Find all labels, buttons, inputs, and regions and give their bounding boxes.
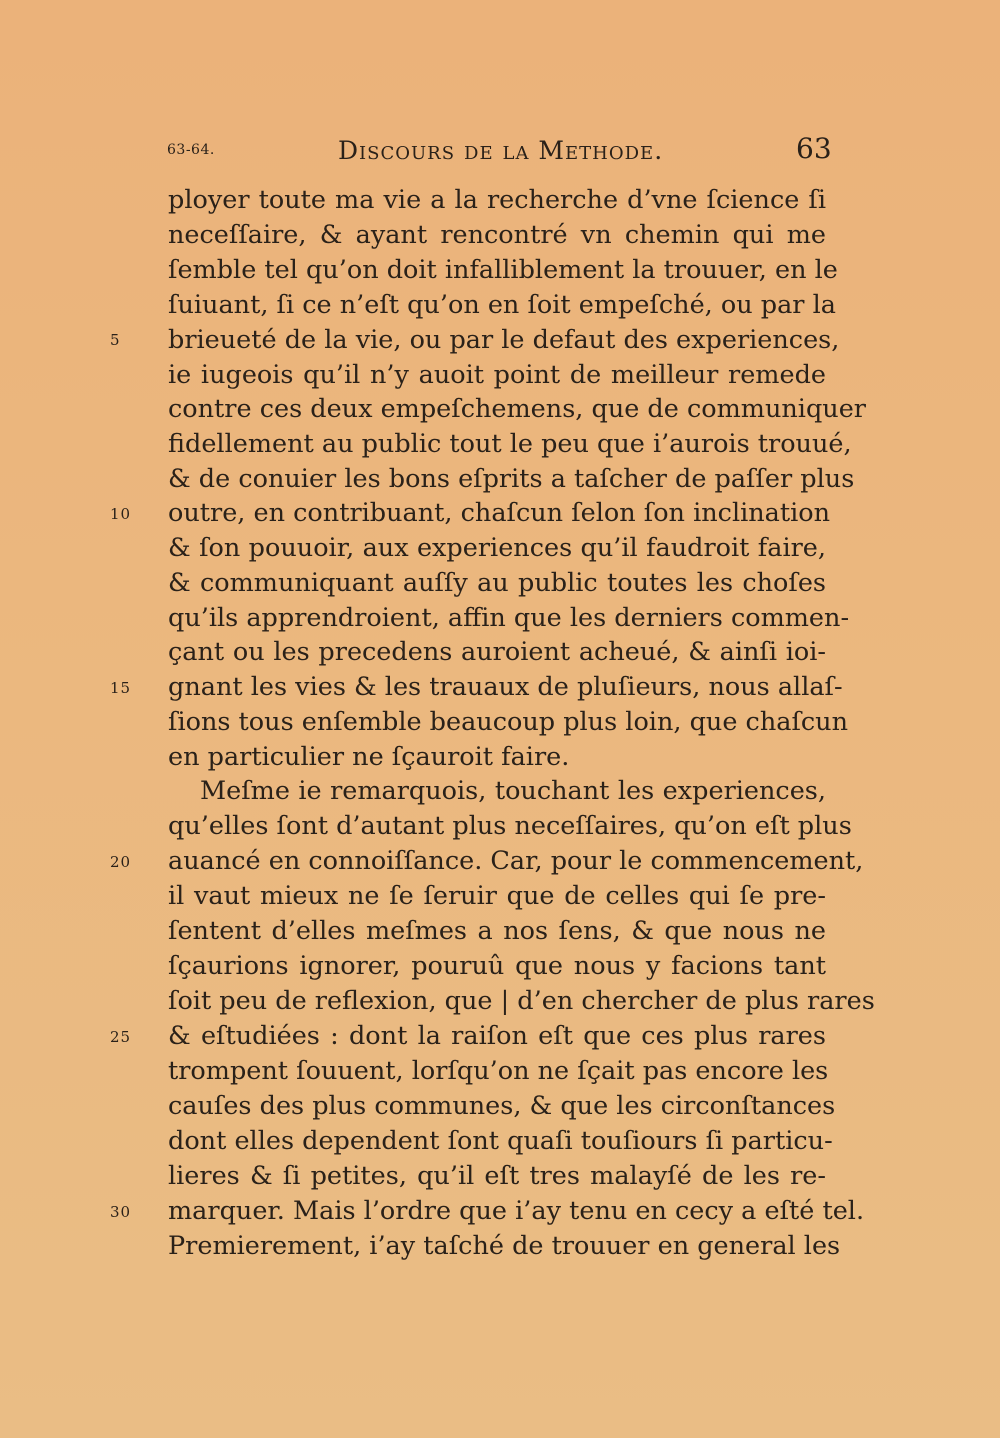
text-line: & communiquant auſſy au public toutes les choſes bbox=[168, 568, 826, 598]
text-line: auancé en connoiſſance. Car, pour le commencement, bbox=[168, 846, 864, 876]
text-line: ſemble tel qu’on doit infalliblement la trouuer, en le bbox=[168, 255, 838, 285]
text-line: Premierement, i’ay taſché de trouuer en general les bbox=[168, 1231, 841, 1261]
text-line: & de conuier les bons eſprits a taſcher de paſſer plus bbox=[168, 464, 855, 494]
text-line: çant ou les precedens auroient acheué, & ainſi ioi- bbox=[168, 637, 826, 667]
text-line: ſions tous enſemble beaucoup plus loin, que chaſcun bbox=[168, 707, 849, 737]
text-line-paragraph-start: Meſme ie remarquois, touchant les experiences, bbox=[200, 776, 826, 806]
text-line: & ſon pouuoir, aux experiences qu’il faudroit faire, bbox=[168, 533, 826, 563]
page-range: 63-64. bbox=[167, 142, 215, 158]
text-line: fidellement au public tout le peu que i’aurois trouué, bbox=[168, 429, 852, 459]
running-title: Discours de la Methode. bbox=[338, 136, 664, 165]
text-line: ie iugeois qu’il n’y auoit point de meilleur remede bbox=[168, 360, 826, 390]
text-line: dont elles dependent ſont quaſi touſiours ſi particu- bbox=[168, 1126, 833, 1156]
text-line: & eſtudiées : dont la raiſon eſt que ces plus rares bbox=[168, 1021, 826, 1051]
line-number-margin: 30 bbox=[110, 1203, 132, 1221]
line-number-margin: 15 bbox=[110, 679, 132, 697]
text-line: il vaut mieux ne ſe ſeruir que de celles qui ſe pre- bbox=[168, 881, 826, 911]
text-line: ployer toute ma vie a la recherche d’vne ſcience ſi bbox=[168, 185, 826, 215]
text-line: neceſſaire, & ayant rencontré vn chemin qui me bbox=[168, 220, 826, 250]
text-line: ſoit peu de reflexion, que | d’en chercher de plus rares bbox=[168, 986, 875, 1016]
page-number: 63 bbox=[796, 132, 832, 165]
line-number-margin: 25 bbox=[110, 1028, 132, 1046]
text-line: trompent ſouuent, lorſqu’on ne ſçait pas encore les bbox=[168, 1056, 829, 1086]
text-line: ſçaurions ignorer, pouruû que nous y facions tant bbox=[168, 951, 826, 981]
text-line: ſentent d’elles meſmes a nos ſens, & que nous ne bbox=[168, 916, 826, 946]
line-number-margin: 5 bbox=[110, 331, 121, 349]
text-line: qu’ils apprendroient, affin que les derniers commen- bbox=[168, 603, 850, 633]
text-line: marquer. Mais l’ordre que i’ay tenu en cecy a eſté tel. bbox=[168, 1196, 865, 1226]
text-line: en particulier ne ſçauroit faire. bbox=[168, 742, 570, 772]
text-line: ſuiuant, ſi ce n’eſt qu’on en ſoit empeſché, ou par la bbox=[168, 290, 836, 320]
text-line: contre ces deux empeſchemens, que de communiquer bbox=[168, 394, 866, 424]
text-line: lieres & ſi petites, qu’il eſt tres malayſé de les re- bbox=[168, 1161, 826, 1191]
text-line: qu’elles ſont d’autant plus neceſſaires, qu’on eſt plus bbox=[168, 811, 852, 841]
text-line: gnant les vies & les trauaux de pluſieurs, nous allaſ- bbox=[168, 672, 843, 702]
text-line: cauſes des plus communes, & que les circonſtances bbox=[168, 1091, 836, 1121]
line-number-margin: 20 bbox=[110, 853, 132, 871]
line-number-margin: 10 bbox=[110, 505, 132, 523]
text-line: brieueté de la vie, ou par le defaut des experiences, bbox=[168, 325, 840, 355]
text-line: outre, en contribuant, chaſcun ſelon ſon inclination bbox=[168, 498, 831, 528]
